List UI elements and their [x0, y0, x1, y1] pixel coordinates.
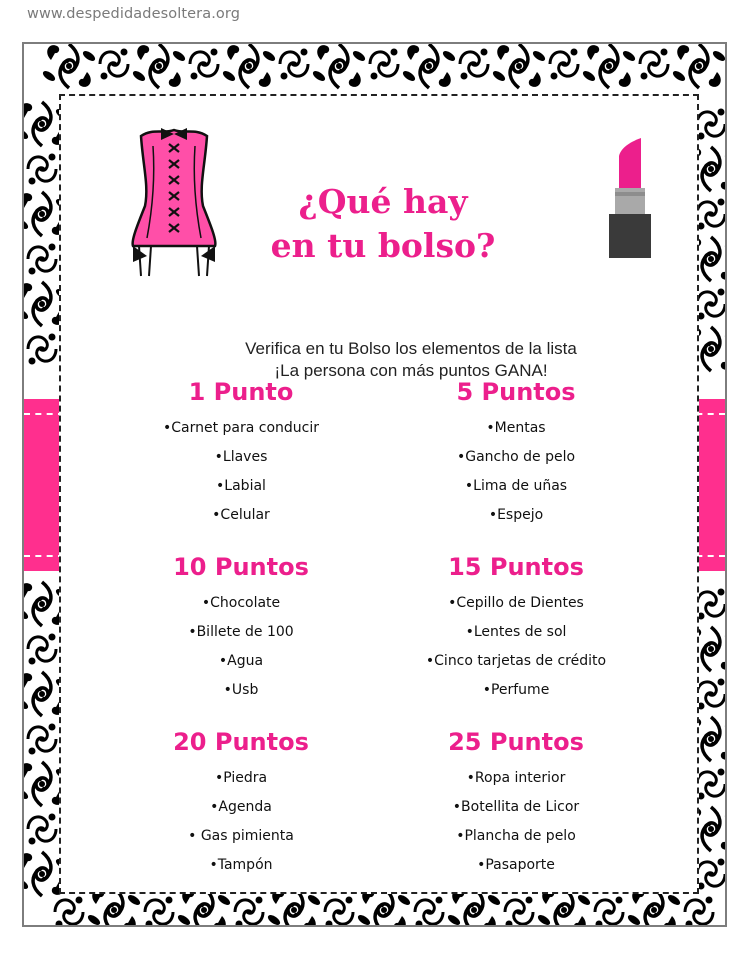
- list-item: •Cepillo de Dientes: [448, 595, 584, 611]
- list-item: •Pasaporte: [477, 857, 555, 873]
- list-item: •Agua: [218, 653, 264, 669]
- corset-icon: [119, 106, 229, 296]
- points-heading: 20 Puntos: [173, 728, 309, 756]
- pink-ribbon-left: [24, 399, 64, 571]
- lipstick-icon: [601, 136, 661, 266]
- title-line-2: en tu bolso?: [270, 226, 496, 265]
- list-item: •Agenda: [210, 799, 272, 815]
- title-line-1: ¿Qué hay: [298, 182, 468, 221]
- list-item: •Espejo: [488, 507, 544, 523]
- list-item: •Lima de uñas: [464, 478, 568, 494]
- list-item: •Ropa interior: [466, 770, 566, 786]
- site-url: www.despedidadesoltera.org: [27, 6, 241, 22]
- list-item: •Piedra: [214, 770, 268, 786]
- points-heading: 15 Puntos: [448, 553, 584, 581]
- list-item: •Llaves: [214, 449, 268, 465]
- list-item: •Cinco tarjetas de crédito: [425, 653, 607, 669]
- list-item: •Lentes de sol: [465, 624, 567, 640]
- list-item: • Gas pimienta: [188, 828, 294, 844]
- list-item: •Usb: [223, 682, 259, 698]
- list-item: •Celular: [212, 507, 270, 523]
- list-item: •Labial: [216, 478, 266, 494]
- points-group-20: [116, 726, 366, 880]
- list-item: •Carnet para conducir: [162, 420, 320, 436]
- points-group-25: [391, 726, 641, 880]
- list-item: •Mentas: [486, 420, 546, 436]
- instructions-line-2: ¡La persona con más puntos GANA!: [274, 361, 548, 380]
- points-group-15: [391, 551, 641, 705]
- game-sheet-frame: [22, 42, 727, 927]
- list-item: •Billete de 100: [188, 624, 294, 640]
- content-card: [59, 94, 699, 894]
- points-heading: 10 Puntos: [173, 553, 309, 581]
- list-item: •Chocolate: [201, 595, 281, 611]
- list-item: •Botellita de Licor: [452, 799, 580, 815]
- points-heading: 25 Puntos: [448, 728, 584, 756]
- list-item: •Perfume: [482, 682, 550, 698]
- points-heading: 5 Puntos: [456, 378, 576, 406]
- points-group-10: [116, 551, 366, 705]
- points-group-1: [116, 376, 366, 530]
- list-item: •Tampón: [209, 857, 273, 873]
- list-item: •Gancho de pelo: [456, 449, 576, 465]
- points-heading: 1 Punto: [188, 378, 294, 406]
- points-group-5: [391, 376, 641, 530]
- list-item: •Plancha de pelo: [456, 828, 576, 844]
- instructions-line-1: Verifica en tu Bolso los elementos de la lista: [245, 339, 577, 358]
- page-title: [241, 180, 525, 268]
